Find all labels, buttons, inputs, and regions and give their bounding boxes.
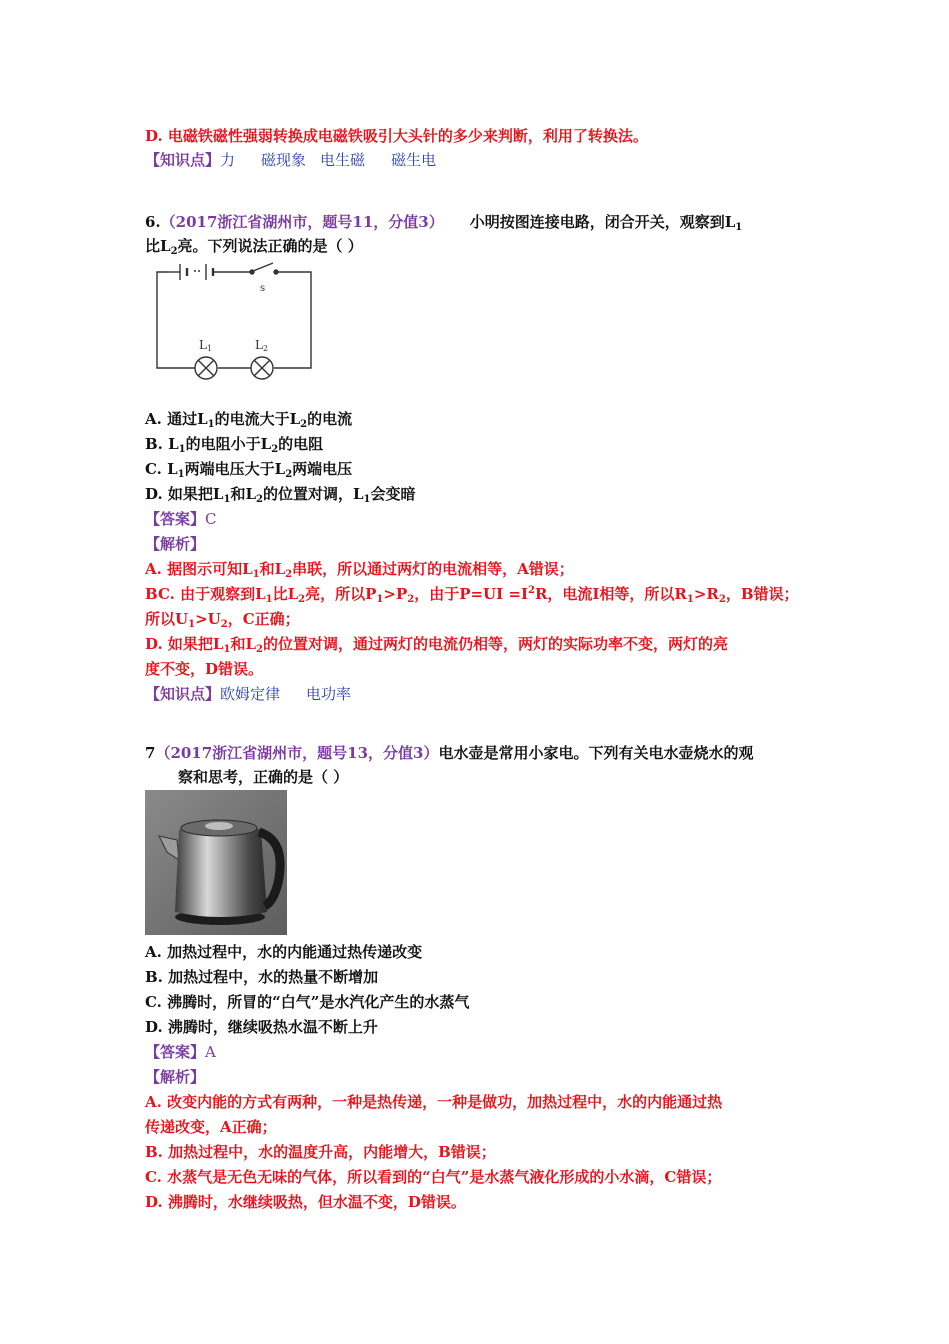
text: ，B错误；: [725, 585, 799, 603]
text: 的位置对调，L: [262, 485, 364, 503]
question-source: （2017浙江省湖州市，题号11，分值3）: [160, 213, 444, 231]
q5-option-d: D. 电磁铁磁性强弱转换成电磁铁吸引大头针的多少来判断，利用了转换法。: [145, 127, 648, 145]
text: ，C正确；: [227, 610, 300, 628]
subscript: 1: [363, 494, 371, 505]
text: A. 据图示可知L: [145, 560, 253, 578]
subscript: 1: [735, 222, 743, 233]
text: 串联，所以通过两灯的电流相等，A错误；: [292, 560, 574, 578]
question-source: （2017浙江省湖州市，题号13，分值3）: [155, 744, 439, 762]
lamp1-label: [199, 338, 212, 353]
subscript: 1: [223, 644, 231, 655]
kp-item: 欧姆定律: [220, 685, 281, 703]
subscript: 2: [285, 569, 293, 580]
q6-analysis-label: 【解析】: [145, 535, 206, 553]
kp-item: 磁现象: [261, 151, 307, 169]
subscript: 1: [252, 569, 260, 580]
text: 比L: [272, 585, 299, 603]
subscript: 2: [271, 444, 279, 455]
subscript: 1: [223, 494, 231, 505]
lamp-letter: L: [255, 338, 263, 352]
text: 两端电压: [292, 460, 353, 478]
question-stem: 比L: [145, 237, 171, 255]
subscript: 1: [207, 419, 215, 430]
text: BC. 由于观察到L: [145, 585, 266, 603]
q7-option-d: D. 沸腾时，继续吸热水温不断上升: [145, 1018, 378, 1036]
q7-analysis-label: 【解析】: [145, 1068, 206, 1086]
text: D. 如果把L: [145, 635, 224, 653]
text: B. L: [145, 435, 179, 453]
subscript: 1: [376, 594, 384, 605]
q7-analysis-c: C. 水蒸气是无色无味的气体，所以看到的“白气”是水蒸气液化形成的小水滴，C错误；: [145, 1168, 722, 1186]
text: 亮，所以P: [305, 585, 377, 603]
kp-item: 电生磁: [320, 151, 366, 169]
subscript: 1: [265, 594, 273, 605]
text: 的电阻: [278, 435, 324, 453]
q6-analysis-bc: [145, 584, 799, 604]
q7-option-b: B. 加热过程中，水的热量不断增加: [145, 968, 379, 986]
subscript: 2: [298, 594, 306, 605]
answer-value: C: [205, 510, 217, 528]
lamp-subscript: 2: [262, 344, 269, 353]
answer-label: 【答案】: [145, 510, 206, 528]
kp-label: 【知识点】: [145, 151, 221, 169]
q6-analysis-d-cont: 度不变，D错误。: [145, 660, 264, 678]
question-number: 7: [145, 744, 156, 762]
subscript: 2: [407, 594, 415, 605]
text: 和L: [259, 560, 286, 578]
q6-option-a: [145, 409, 352, 429]
switch-label: s: [260, 283, 266, 294]
q6-analysis-d: [145, 634, 728, 654]
q7-analysis-d: D. 沸腾时，水继续吸热，但水温不变，D错误。: [145, 1193, 466, 1211]
kp-item: 电功率: [306, 685, 352, 703]
subscript: 1: [178, 444, 186, 455]
subscript: 2: [170, 246, 178, 257]
subscript: 2: [718, 594, 726, 605]
text: 和L: [230, 635, 256, 653]
text: 两端电压大于L: [184, 460, 286, 478]
subscript: 2: [256, 644, 263, 655]
subscript: 1: [177, 469, 185, 480]
answer-label: 【答案】: [145, 1043, 206, 1061]
text: ，由于P=UI =I: [414, 585, 528, 603]
q7-stem-line2: 察和思考，正确的是（ ）: [178, 768, 349, 786]
text: 和L: [230, 485, 256, 503]
text: A. 通过L: [145, 410, 208, 428]
superscript: 2: [527, 585, 535, 596]
q7-stem-line1: [145, 743, 754, 763]
q6-option-d: [145, 484, 416, 504]
q6-stem-line2: [145, 236, 363, 256]
q7-option-c: C. 沸腾时，所冒的“白气”是水汽化产生的水蒸气: [145, 993, 470, 1011]
text: 所以U: [145, 610, 189, 628]
subscript: 2: [256, 494, 263, 505]
q6-analysis-bc-cont: [145, 609, 300, 629]
q6-analysis-a: [145, 559, 574, 579]
q7-option-a: A. 加热过程中，水的内能通过热传递改变: [145, 943, 423, 961]
kp-item: 磁生电: [391, 151, 437, 169]
question-stem: 小明按图连接电路，闭合开关，观察到L: [469, 213, 736, 231]
subscript: 2: [220, 619, 228, 630]
q6-option-b: [145, 434, 323, 454]
q7-answer: [145, 1042, 216, 1062]
question-stem: 电水壶是常用小家电。下列有关电水壶烧水的观: [438, 744, 754, 762]
text: C. L: [145, 460, 178, 478]
text: >U: [195, 610, 221, 628]
q6-option-c: [145, 459, 352, 479]
q6-answer: [145, 509, 217, 529]
lamp-letter: L: [199, 338, 207, 352]
kp-item: 力: [220, 151, 236, 169]
subscript: 1: [686, 594, 694, 605]
text: >R: [693, 585, 719, 603]
q6-knowledge-points: [145, 684, 351, 704]
q7-analysis-a: A. 改变内能的方式有两种，一种是热传递，一种是做功，加热过程中，水的内能通过热: [145, 1093, 723, 1111]
text: 的位置对调，通过两灯的电流仍相等，两灯的实际功率不变，两灯的亮: [262, 635, 728, 653]
q5-knowledge-points: [145, 150, 436, 170]
lamp-subscript: 1: [206, 344, 213, 353]
q7-analysis-b: B. 加热过程中，水的温度升高，内能增大，B错误；: [145, 1143, 496, 1161]
question-stem: 亮。下列说法正确的是（ ）: [177, 237, 363, 255]
kp-label: 【知识点】: [145, 685, 221, 703]
q6-stem-line1: [145, 212, 742, 232]
subscript: 2: [285, 469, 293, 480]
subscript: 1: [188, 619, 196, 630]
question-number: 6.: [145, 213, 161, 231]
text: D. 如果把L: [145, 485, 224, 503]
text: >P: [383, 585, 408, 603]
subscript: 2: [300, 419, 308, 430]
text: 的电流: [307, 410, 353, 428]
answer-value: A: [205, 1043, 216, 1061]
text: 的电阻小于L: [185, 435, 272, 453]
text: 的电流大于L: [214, 410, 301, 428]
kettle-photo: [145, 790, 287, 935]
q7-analysis-a-cont: 传递改变，A正确；: [145, 1118, 277, 1136]
circuit-diagram: [150, 262, 320, 387]
text: R，电流I相等，所以R: [534, 585, 687, 603]
text: 会变暗: [370, 485, 416, 503]
lamp2-label: [255, 338, 268, 353]
